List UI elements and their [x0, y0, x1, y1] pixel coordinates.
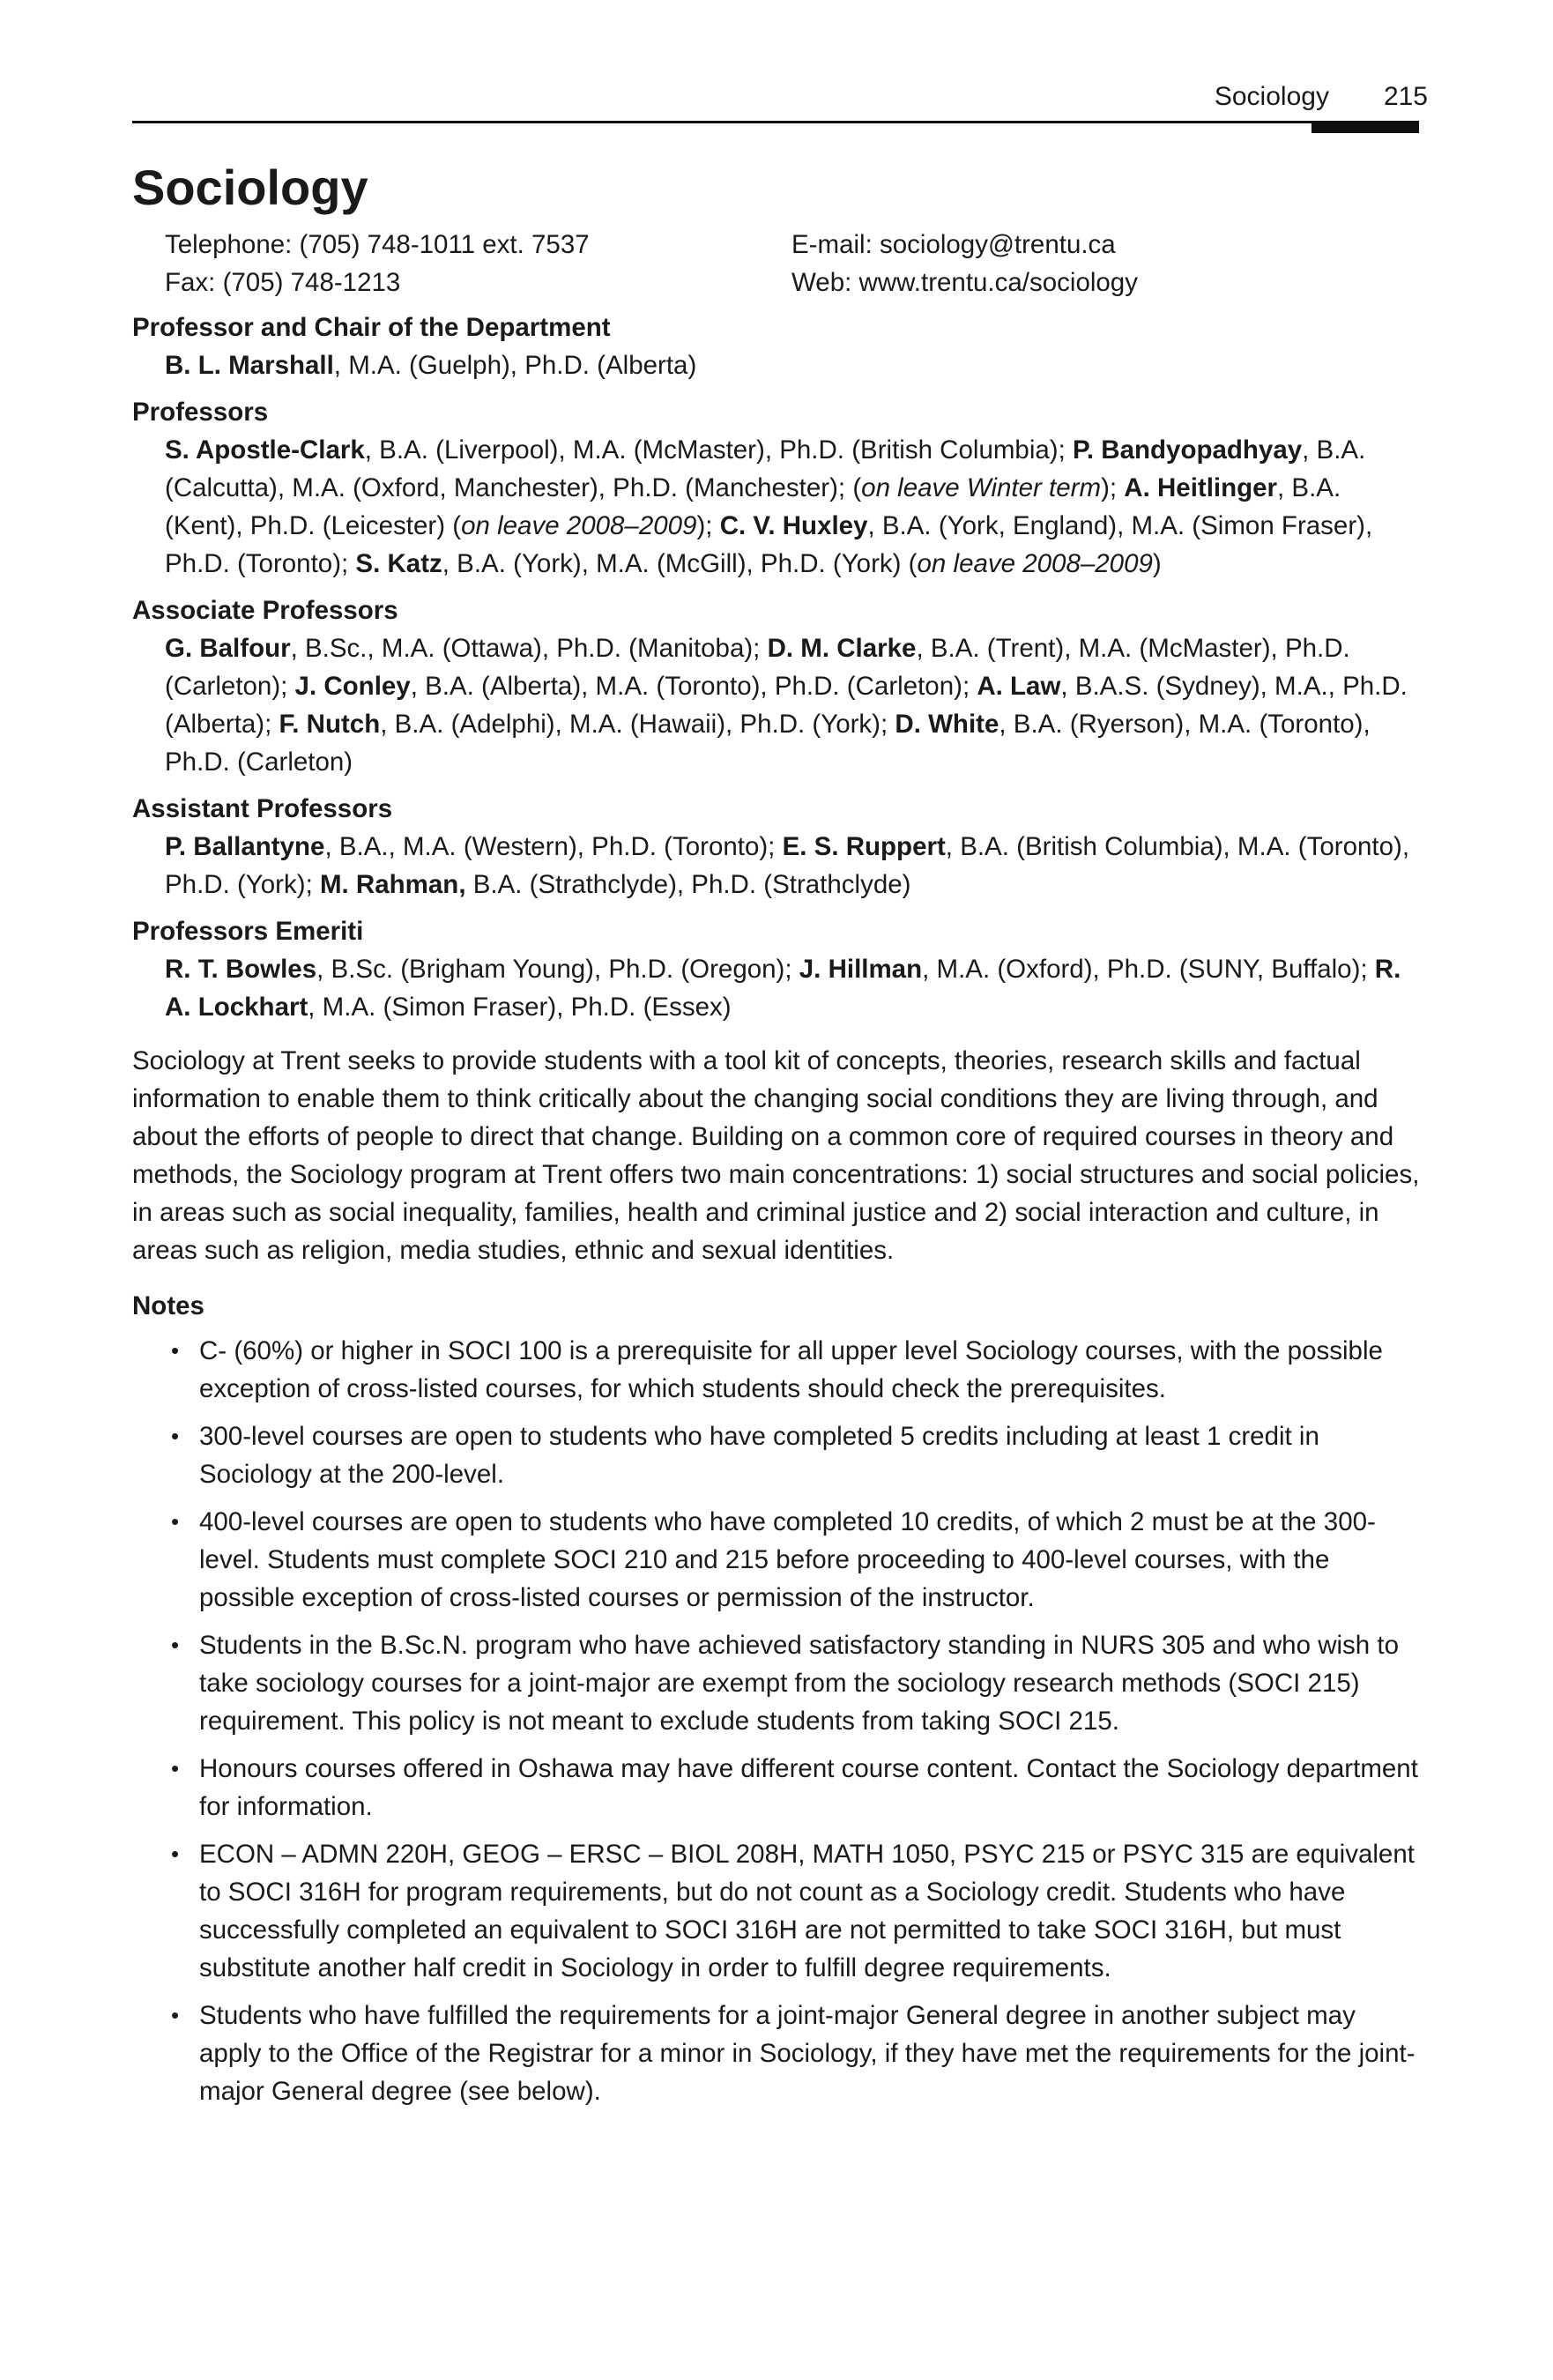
leave-note: on leave 2008–2009 — [461, 511, 697, 540]
faculty-name: P. Ballantyne — [165, 832, 325, 861]
contact-email-web — [791, 226, 1138, 301]
faculty-credentials: , M.A. (Oxford), Ph.D. (SUNY, Buffalo); — [922, 955, 1375, 984]
bullet-icon: • — [171, 1632, 180, 1658]
bullet-icon: • — [171, 1508, 180, 1535]
faculty-name: C. V. Huxley — [719, 511, 868, 540]
running-header — [1215, 81, 1428, 113]
leave-note: on leave 2008–2009 — [917, 549, 1153, 578]
note-item — [132, 1835, 1421, 1987]
faculty-credentials: ); — [1101, 473, 1125, 502]
faculty-name: J. Hillman — [799, 955, 923, 984]
faculty-name: A. Heitlinger — [1124, 473, 1278, 502]
emeriti-list — [132, 950, 1421, 1026]
note-item — [132, 1997, 1421, 2110]
faculty-credentials: , B.A. (Alberta), M.A. (Toronto), Ph.D. (Carleton); — [410, 672, 977, 701]
professors-list — [132, 431, 1421, 583]
note-text: Students in the B.Sc.N. program who have achieved satisfactory standing in NURS 305 and who wish to take sociology courses for a joint-major are exempt from the sociology research methods (SOCI 215) requirement. This policy is not meant to exclude students from taking SOCI 215. — [199, 1631, 1400, 1736]
note-text: 300-level courses are open to students who have completed 5 credits including at least 1 credit in Sociology at the 200-level. — [199, 1422, 1319, 1489]
email-link[interactable]: E-mail: sociology@trentu.ca — [791, 230, 1116, 259]
faculty-credentials: , B.A., M.A. (Western), Ph.D. (Toronto); — [324, 832, 783, 861]
faculty-name: M. Rahman, — [319, 870, 466, 899]
faculty-credentials: ) — [1152, 549, 1162, 578]
faculty-credentials: , B.A. (York), M.A. (McGill), Ph.D. (York) ( — [442, 549, 918, 578]
page-title: Sociology — [132, 160, 368, 215]
faculty-name: P. Bandyopadhyay — [1073, 435, 1303, 465]
faculty-name: D. M. Clarke — [767, 634, 917, 663]
page-number: 215 — [1383, 82, 1428, 111]
assistant-list — [132, 828, 1421, 904]
faculty-name: E. S. Ruppert — [782, 832, 946, 861]
faculty-credentials: , B.A. (Liverpool), M.A. (McMaster), Ph.D. (British Columbia); — [364, 435, 1074, 465]
assistant-heading: Assistant Professors — [132, 794, 393, 823]
faculty-name: R. A. Lockhart — [165, 955, 1401, 1022]
note-text: Students who have fulfilled the requirements for a joint-major General degree in another subject may apply to the Office of the Registrar for a minor in Sociology, if they have met the requirements for the joint-major General degree (see below). — [199, 2001, 1416, 2106]
contact-phone-fax — [165, 226, 590, 301]
main-content — [132, 309, 1421, 2120]
faculty-credentials: B.A. (Strathclyde), Ph.D. (Strathclyde) — [465, 870, 911, 899]
faculty-name: B. L. Marshall — [165, 351, 334, 380]
professors-heading: Professors — [132, 398, 269, 427]
fax: Fax: (705) 748-1213 — [165, 268, 401, 297]
faculty-name: J. Conley — [294, 672, 411, 701]
web-link[interactable]: Web: www.trentu.ca/sociology — [791, 268, 1138, 297]
note-item — [132, 1332, 1421, 1408]
faculty-credentials: , B.Sc., M.A. (Ottawa), Ph.D. (Manitoba); — [290, 634, 768, 663]
note-item — [132, 1626, 1421, 1740]
bullet-icon: • — [171, 1423, 180, 1449]
note-text: Honours courses offered in Oshawa may have different course content. Contact the Sociology department for information. — [199, 1754, 1418, 1821]
note-text: ECON – ADMN 220H, GEOG – ERSC – BIOL 208H, MATH 1050, PSYC 215 or PSYC 315 are equivalent to SOCI 316H for program requirements, but do not count as a Sociology credit. Students who have successfully completed an equivalent to SOCI 316H are not permitted to take SOCI 316H, but must substitute another half credit in Sociology in order to fulfill degree requirements. — [199, 1840, 1415, 1982]
bullet-icon: • — [171, 1337, 180, 1364]
emeriti-heading: Professors Emeriti — [132, 917, 364, 946]
telephone: Telephone: (705) 748-1011 ext. 7537 — [165, 230, 590, 259]
notes-heading: Notes — [132, 1291, 204, 1320]
faculty-credentials: , B.A. (Adelphi), M.A. (Hawaii), Ph.D. (York); — [380, 710, 895, 739]
header-tab-block — [1312, 123, 1419, 133]
faculty-name: F. Nutch — [279, 710, 381, 739]
associate-heading: Associate Professors — [132, 596, 398, 625]
faculty-credentials: , M.A. (Guelph), Ph.D. (Alberta) — [333, 351, 697, 380]
faculty-name: D. White — [895, 710, 999, 739]
faculty-credentials: , B.A. (British Columbia), M.A. (Toronto), Ph.D. (York); — [165, 832, 1410, 899]
faculty-credentials: , B.A.S. (Sydney), M.A., Ph.D. (Alberta); — [165, 672, 1408, 739]
bullet-icon: • — [171, 1755, 180, 1781]
note-item — [132, 1503, 1421, 1617]
note-item — [132, 1750, 1421, 1826]
associate-list — [132, 629, 1421, 781]
faculty-credentials: , M.A. (Simon Fraser), Ph.D. (Essex) — [308, 993, 732, 1022]
header-rule — [132, 121, 1419, 123]
note-text: 400-level courses are open to students who have completed 10 credits, of which 2 must be at the 300-level. Students must complete SOCI 210 and 215 before proceeding to 400-level courses, with the possible exception of cross-listed courses or permission of the instructor. — [199, 1507, 1376, 1612]
note-item — [132, 1417, 1421, 1493]
faculty-credentials: , B.A. (Trent), M.A. (McMaster), Ph.D. (Carleton); — [165, 634, 1350, 701]
faculty-credentials: , B.A. (Kent), Ph.D. (Leicester) ( — [165, 473, 1341, 540]
chair-entry — [132, 346, 1421, 384]
running-title: Sociology — [1214, 82, 1329, 111]
faculty-credentials: , B.A. (York, England), M.A. (Simon Fraser), Ph.D. (Toronto); — [165, 511, 1373, 578]
faculty-name: R. T. Bowles — [165, 955, 317, 984]
faculty-name: S. Katz — [355, 549, 442, 578]
bullet-icon: • — [171, 1841, 180, 1867]
note-text: C- (60%) or higher in SOCI 100 is a prerequisite for all upper level Sociology courses, with the possible exception of cross-listed courses, for which students should check the prerequisites. — [199, 1336, 1383, 1403]
faculty-credentials: , B.Sc. (Brigham Young), Ph.D. (Oregon); — [316, 955, 799, 984]
chair-heading: Professor and Chair of the Department — [132, 313, 611, 342]
notes-list — [132, 1332, 1421, 2110]
bullet-icon: • — [171, 2002, 180, 2028]
faculty-name: S. Apostle-Clark — [165, 435, 365, 465]
intro-paragraph: Sociology at Trent seeks to provide students with a tool kit of concepts, theories, research skills and factual information to enable them to think critically about the changing social conditions they are living through, and about the efforts of people to direct that change. Building on a common core of required courses in theory and methods, the Sociology program at Trent offers two main concentrations: 1) social structures and social policies, in areas such as social inequality, families, health and criminal justice and 2) social interaction and culture, in areas such as religion, media studies, ethnic and sexual identities. — [132, 1046, 1420, 1265]
faculty-credentials: , B.A. (Calcutta), M.A. (Oxford, Manchester), Ph.D. (Manchester); ( — [165, 435, 1366, 502]
faculty-credentials: , B.A. (Ryerson), M.A. (Toronto), Ph.D. (Carleton) — [165, 710, 1371, 777]
faculty-credentials: ); — [696, 511, 720, 540]
faculty-name: G. Balfour — [165, 634, 291, 663]
leave-note: on leave Winter term — [861, 473, 1102, 502]
faculty-name: A. Law — [977, 672, 1061, 701]
